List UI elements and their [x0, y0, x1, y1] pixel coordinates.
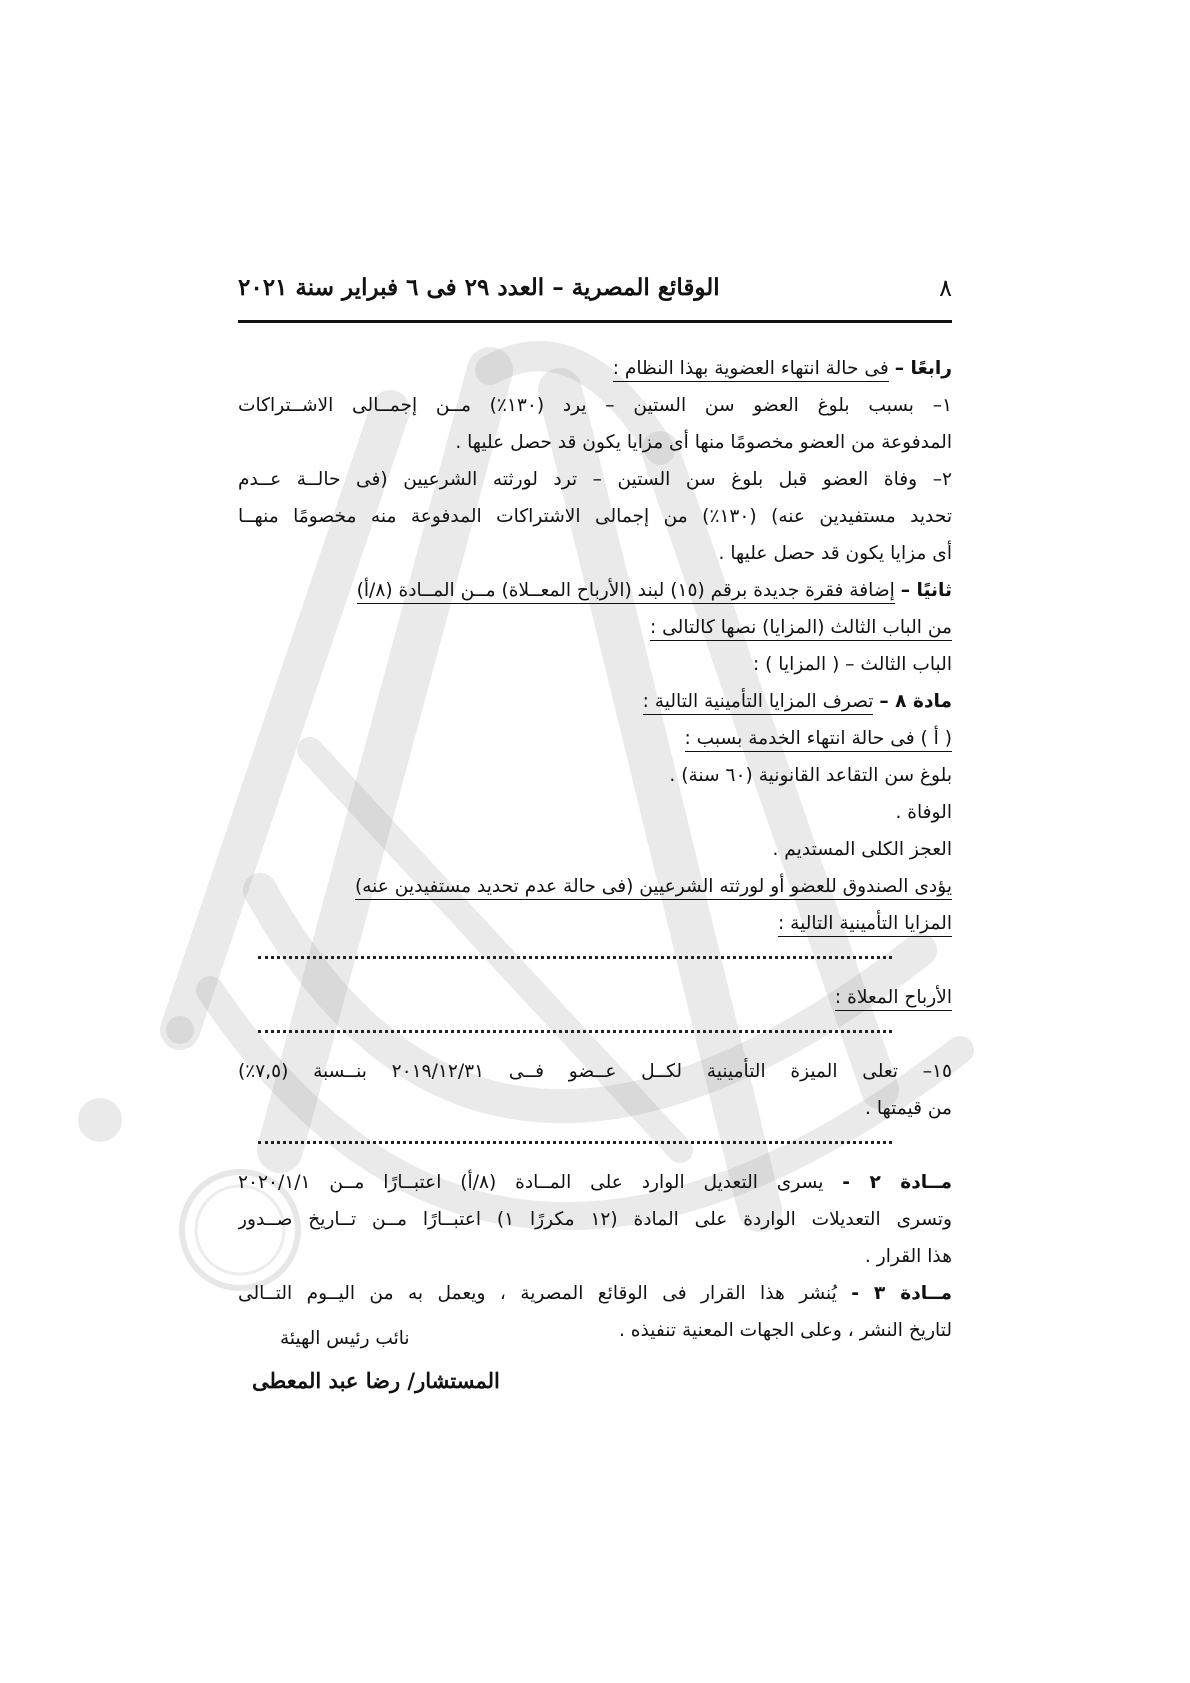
text-line: العجز الكلى المستديم . [772, 839, 952, 860]
underlined-text: يؤدى الصندوق للعضو أو لورثته الشرعيين (فى حالة عدم تحديد مستفيدين عنه) [355, 876, 952, 900]
gazette-title: الوقائع المصرية – العدد ٢٩ فى ٦ فبراير سنة ٢٠٢١ [238, 274, 720, 301]
clause-label: رابعًا – [894, 358, 952, 379]
text-line: الباب الثالث – ( المزايا ) : [752, 654, 952, 675]
page-number: ٨ [939, 274, 952, 302]
clause-heading-cont: من الباب الثالث (المزايا) نصها كالتالى : [650, 617, 952, 641]
text-line: ٢– وفاة العضو قبل بلوغ سن الستين – ترد لورثته الشرعيين (فى حالــة عــدم [238, 469, 952, 490]
page-header [238, 268, 952, 323]
text-line: أى مزايا يكون قد حصل عليها . [718, 543, 952, 564]
text-line: لتاريخ النشر ، وعلى الجهات المعنية تنفيذه . [618, 1320, 952, 1341]
clause-second [238, 572, 952, 609]
dotted-separator [238, 1127, 952, 1164]
document-body [238, 350, 952, 1349]
dotted-separator [238, 942, 952, 979]
text-line: المدفوعة من العضو مخصومًا منها أى مزايا يكون قد حصل عليها . [455, 432, 952, 453]
text-line: ١٥– تعلى الميزة التأمينية لكــل عــضو فــى ٢٠١٩/١٢/٣١ بنــسبة (٧,٥٪) [238, 1061, 952, 1082]
text-line: من قيمتها . [865, 1098, 952, 1119]
article-label: مــادة ٣ - [851, 1283, 952, 1304]
article-3-line [238, 1275, 952, 1312]
clause-heading: فى حالة انتهاء العضوية بهذا النظام : [613, 358, 889, 382]
text-line [238, 720, 952, 757]
text-line [238, 868, 952, 905]
text-line: بلوغ سن التقاعد القانونية (٦٠ سنة) . [669, 765, 952, 786]
text-line [238, 979, 952, 1016]
article-label: مادة ٨ – [879, 691, 952, 712]
article-text: يسرى التعديل الوارد على المــادة (٨/أ) اعتبــارًا مــن ٢٠٢٠/١/١ [238, 1172, 824, 1193]
article-8-line [238, 683, 952, 720]
text-line: هذا القرار . [864, 1246, 952, 1267]
article-text: يُنشر هذا القرار فى الوقائع المصرية ، ويعمل به من اليــوم التــالى [238, 1283, 837, 1304]
article-label: مــادة ٢ - [842, 1172, 952, 1193]
article-2-line [238, 1164, 952, 1201]
section-heading: الأرباح المعلاة : [835, 987, 952, 1011]
text-line [238, 609, 952, 646]
subsection-heading: ( أ ) فى حالة انتهاء الخدمة بسبب : [685, 728, 953, 752]
text-line: ١– بسبب بلوغ العضو سن الستين – يرد (١٣٠٪) مــن إجمــالى الاشــتراكات [238, 395, 952, 416]
text-line: وتسرى التعديلات الواردة على المادة (١٢ مكررًا ١) اعتبــارًا مــن تــاريخ صــدور [238, 1209, 952, 1230]
clause-fourth [238, 350, 952, 387]
clause-heading: إضافة فقرة جديدة برقم (١٥) لبند (الأرباح المعــلاة) مــن المــادة (٨/أ) [357, 580, 895, 604]
underlined-text: المزايا التأمينية التالية : [778, 913, 952, 937]
signature-role: نائب رئيس الهيئة [280, 1328, 410, 1349]
signature-name: المستشار/ رضا عبد المعطى [252, 1368, 500, 1393]
dotted-separator [238, 1016, 952, 1053]
text-line: الوفاة . [895, 802, 952, 823]
text-line: تحديد مستفيدين عنه) (١٣٠٪) من إجمالى الاشتراكات المدفوعة منه مخصومًا منهــا [238, 506, 952, 527]
clause-label: ثانيًا – [900, 580, 952, 601]
text-line [238, 905, 952, 942]
article-heading: تصرف المزايا التأمينية التالية : [643, 691, 874, 715]
